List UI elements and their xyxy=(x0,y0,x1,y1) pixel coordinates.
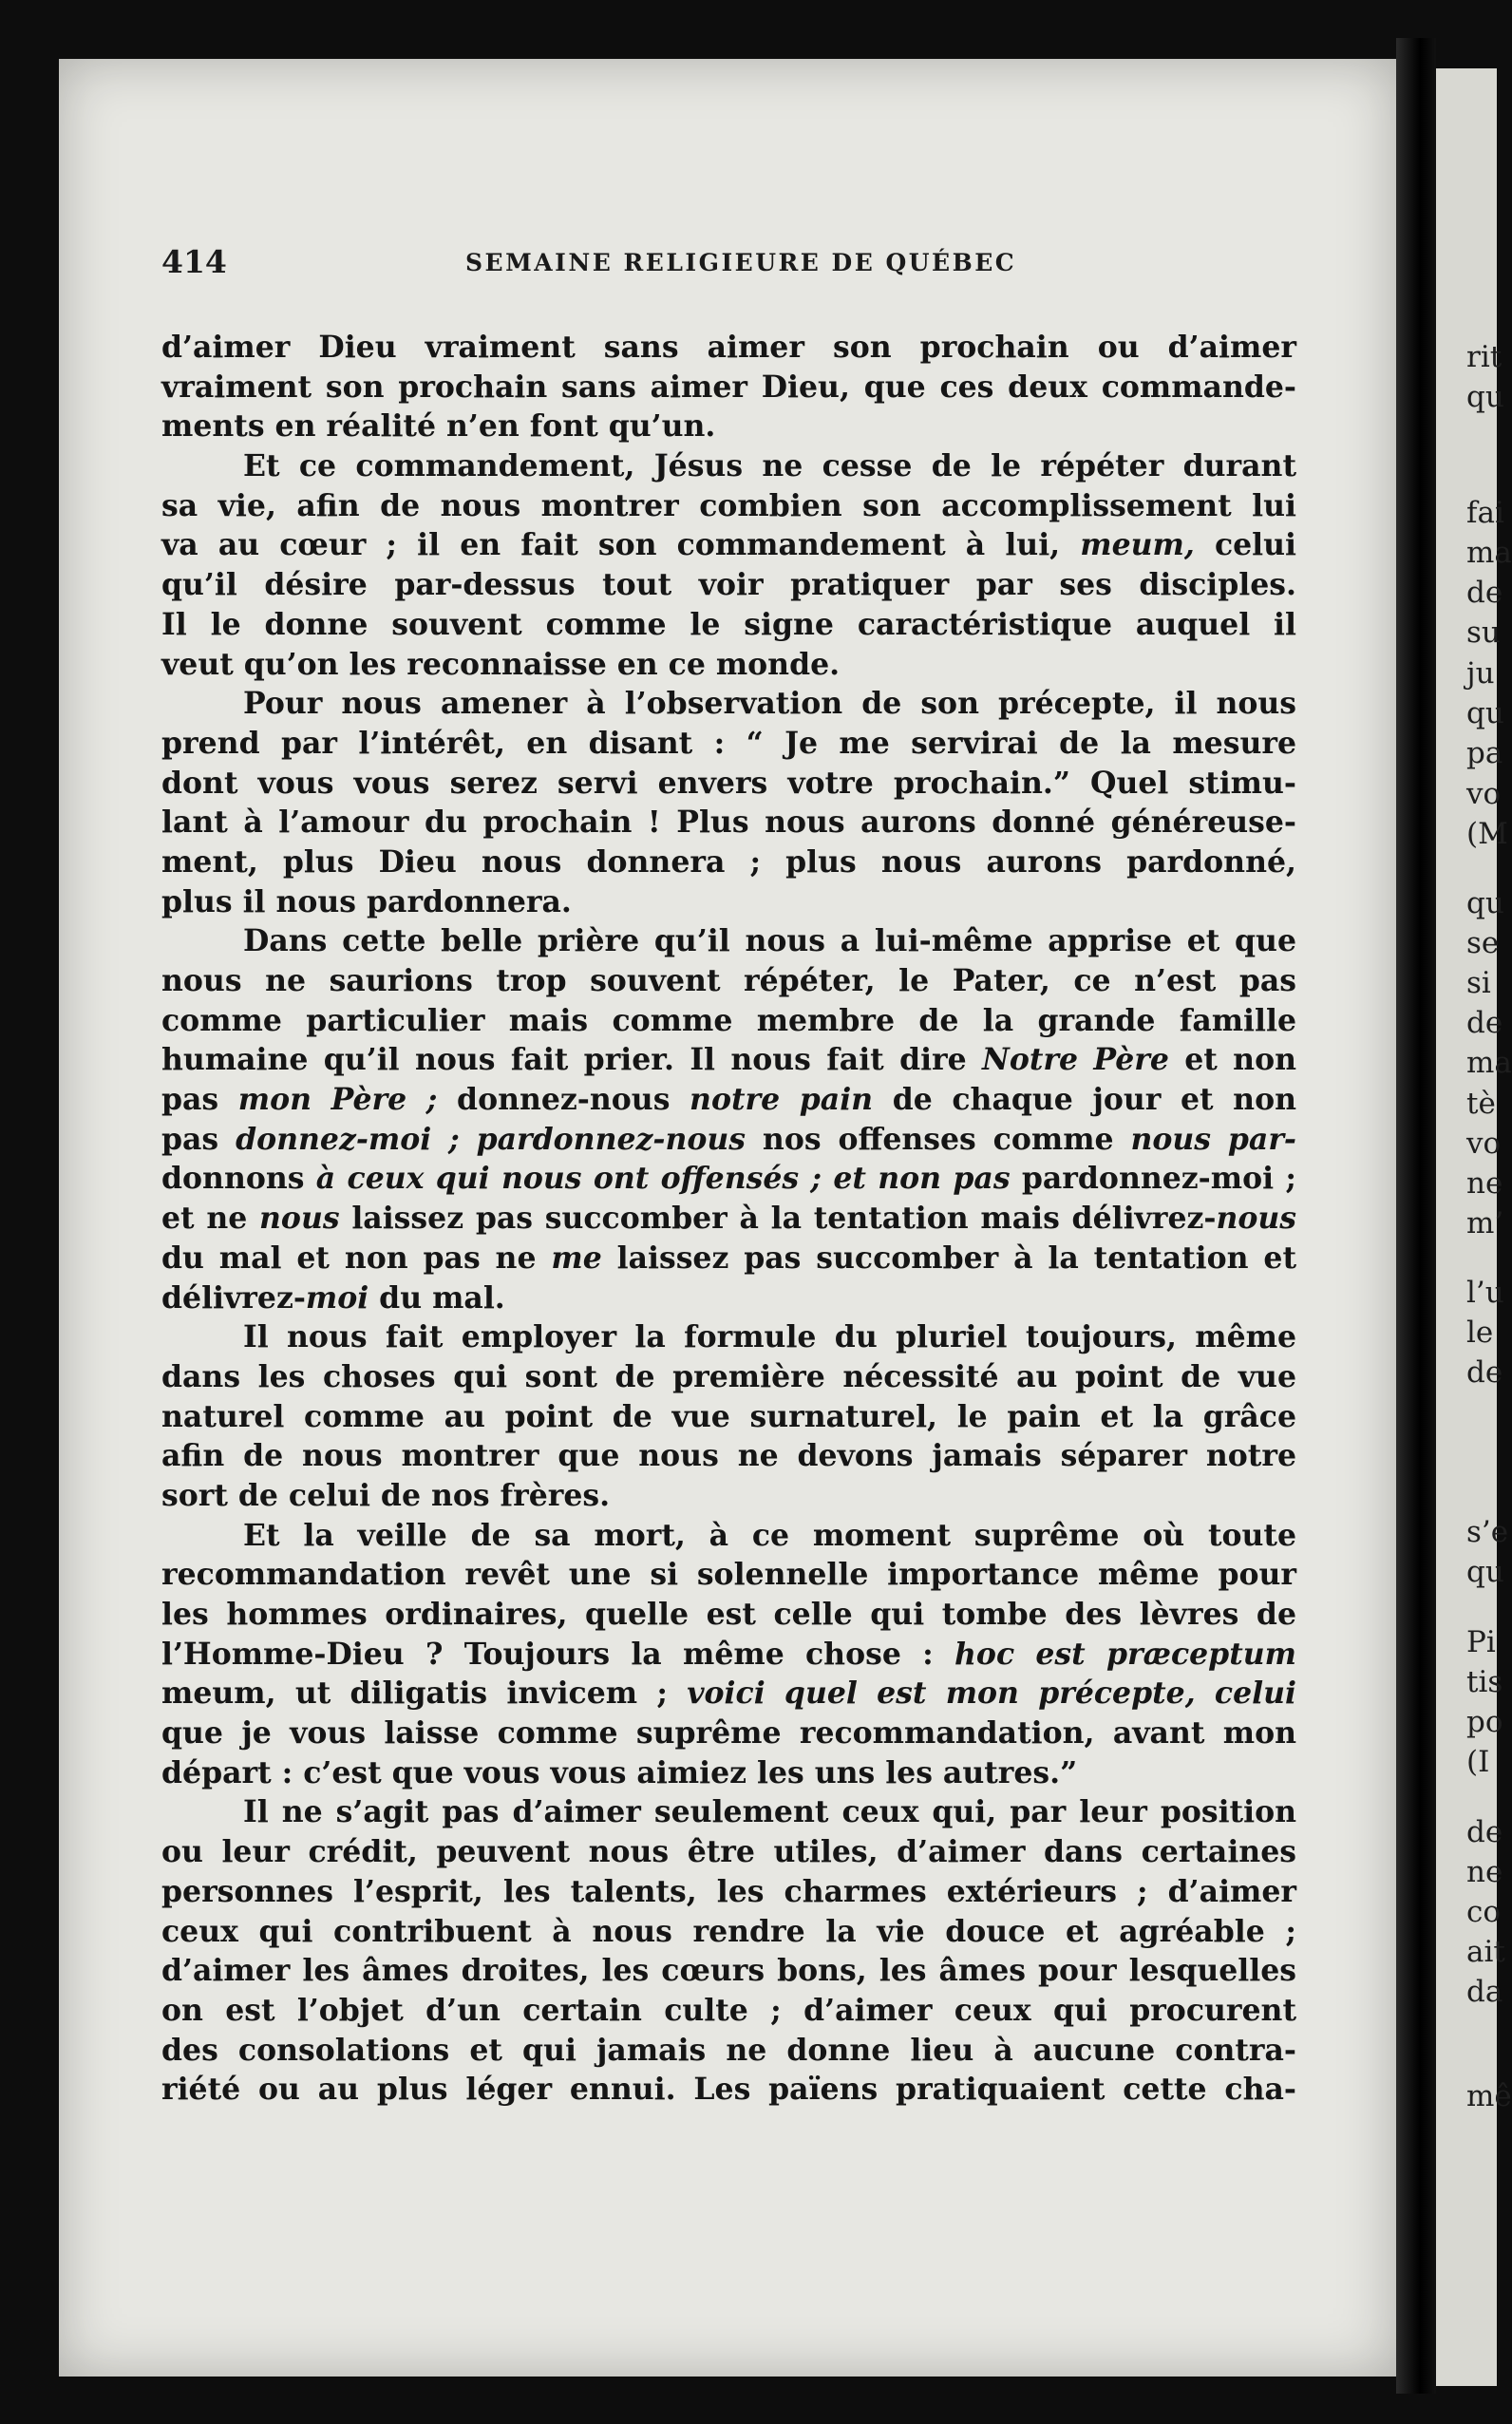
text-line xyxy=(161,1397,1296,1437)
article-body xyxy=(161,328,1296,2110)
text-segment: lant à l’amour du prochain ! Plus nous aurons donné généreuse- xyxy=(161,805,1296,841)
text-segment: nos offenses comme xyxy=(746,1121,1131,1157)
text-line xyxy=(161,1951,1296,1991)
facing-page-fragment: de xyxy=(1466,1815,1503,1849)
text-segment: laissez pas succomber à la tentation et xyxy=(601,1240,1297,1276)
book-gutter xyxy=(1396,38,1436,2394)
text-line xyxy=(161,1199,1296,1239)
text-segment: d’aimer les âmes droites, les cœurs bons, les âmes pour lesquelles xyxy=(161,1953,1296,1989)
facing-page-fragment: vo xyxy=(1466,1127,1502,1161)
text-segment: départ : c’est que vous vous aimiez les uns les autres.” xyxy=(161,1754,1078,1790)
text-line xyxy=(161,1476,1296,1516)
facing-page-fragment: (I xyxy=(1466,1745,1490,1779)
text-segment: naturel comme au point de vue surnaturel, le pain et la grâce xyxy=(161,1398,1296,1434)
text-line xyxy=(161,1714,1296,1753)
italic-segment: hoc est præceptum xyxy=(954,1636,1296,1672)
text-segment: prend par l’intérêt, en disant : “ Je me servirai de la mesure xyxy=(161,725,1296,761)
facing-page-fragment: ma xyxy=(1466,536,1512,570)
text-segment: comme particulier mais comme membre de la grande famille xyxy=(161,1002,1296,1038)
text-line xyxy=(161,2031,1296,2071)
facing-page-fragment: co xyxy=(1466,1895,1502,1929)
text-segment: plus il nous pardonnera. xyxy=(161,883,572,919)
text-segment: on est l’objet d’un certain culte ; d’aimer ceux qui procurent xyxy=(161,1992,1296,2028)
page-number: 414 xyxy=(161,243,227,280)
text-line xyxy=(161,764,1296,804)
page-header xyxy=(161,243,1296,285)
text-line xyxy=(161,368,1296,407)
text-segment: laissez pas succomber à la tentation mais délivrez- xyxy=(339,1201,1217,1237)
text-segment: Dans cette belle prière qu’il nous a lui-même apprise et que xyxy=(243,923,1296,959)
facing-page-fragment: qu xyxy=(1466,1555,1504,1589)
text-segment: délivrez- xyxy=(161,1279,306,1316)
text-segment: riété ou au plus léger ennui. Les païens pratiquaient cette cha- xyxy=(161,2072,1296,2108)
text-segment: donnez-nous xyxy=(437,1082,690,1118)
facing-page-fragment: su xyxy=(1466,615,1501,650)
facing-page-fragment: de xyxy=(1466,1006,1503,1040)
text-line xyxy=(161,407,1296,446)
text-segment: pas xyxy=(161,1082,238,1118)
italic-segment: à ceux qui nous ont offensés ; et non pas xyxy=(304,1161,1022,1197)
facing-page-fragment: de xyxy=(1466,576,1503,610)
text-segment: celui xyxy=(1194,527,1296,563)
text-segment: du mal et non pas ne xyxy=(161,1240,552,1276)
facing-page-fragment: qu xyxy=(1466,886,1504,920)
text-line xyxy=(161,328,1296,368)
text-line xyxy=(161,1595,1296,1635)
text-line xyxy=(161,1792,1296,1832)
text-line xyxy=(161,1516,1296,1556)
text-segment: sort de celui de nos frères. xyxy=(161,1477,611,1513)
text-line xyxy=(161,1120,1296,1160)
text-segment: va au cœur ; il en fait son commandement à lui, xyxy=(161,527,1081,563)
text-line xyxy=(161,605,1296,645)
text-line xyxy=(161,684,1296,724)
facing-page-fragment: qu xyxy=(1466,696,1504,730)
facing-page-fragment: l’u xyxy=(1466,1276,1504,1310)
text-line xyxy=(161,1239,1296,1278)
italic-segment: donnez-moi ; pardonnez-nous xyxy=(236,1121,747,1157)
facing-page-fragment: s’e xyxy=(1466,1515,1509,1549)
text-segment: de chaque jour et non xyxy=(873,1082,1296,1118)
facing-page-fragment: de xyxy=(1466,1355,1503,1390)
facing-page-fragment: rit xyxy=(1466,340,1503,374)
facing-page-fragment: ju xyxy=(1466,656,1495,691)
italic-segment: nous xyxy=(259,1201,340,1237)
text-segment: dont vous vous serez servi envers votre prochain.” Quel stimu- xyxy=(161,765,1296,801)
text-line xyxy=(161,1278,1296,1318)
italic-segment: voici quel est mon précepte, celui xyxy=(667,1676,1296,1712)
text-line xyxy=(161,1753,1296,1793)
text-segment: veut qu’on les reconnaisse en ce monde. xyxy=(161,646,841,682)
text-segment: Il nous fait employer la formule du pluriel toujours, même xyxy=(243,1319,1296,1355)
italic-segment: nous xyxy=(1216,1201,1297,1237)
text-segment: pardonnez-moi ; xyxy=(1021,1161,1296,1197)
facing-page-fragment: ma xyxy=(1466,1046,1512,1080)
text-segment: les hommes ordinaires, quelle est celle qui tombe des lèvres de xyxy=(161,1597,1296,1632)
text-line xyxy=(161,1357,1296,1397)
text-line xyxy=(161,1040,1296,1080)
text-segment: nous ne saurions trop souvent répéter, le Pater, ce n’est pas xyxy=(161,963,1296,998)
text-line xyxy=(161,1001,1296,1041)
facing-page-fragment: m’ xyxy=(1466,1206,1504,1240)
text-line xyxy=(161,1555,1296,1595)
facing-page-fragment: ne xyxy=(1466,1855,1503,1889)
text-segment: ceux qui contribuent à nous rendre la vie douce et agréable ; xyxy=(161,1913,1296,1949)
text-segment: Il le donne souvent comme le signe caractéristique auquel il xyxy=(161,606,1296,642)
text-segment: d’aimer Dieu vraiment sans aimer son prochain ou d’aimer xyxy=(161,330,1296,365)
text-line xyxy=(161,1436,1296,1476)
italic-segment: Notre Père xyxy=(982,1042,1169,1078)
italic-segment: me xyxy=(551,1240,602,1276)
text-segment: Il ne s’agit pas d’aimer seulement ceux qui, par leur position xyxy=(243,1794,1296,1830)
text-segment: ments en réalité n’en font qu’un. xyxy=(161,408,716,445)
text-segment: vraiment son prochain sans aimer Dieu, que ces deux commande- xyxy=(161,369,1296,405)
text-line xyxy=(161,486,1296,526)
text-line xyxy=(161,1635,1296,1675)
text-line xyxy=(161,1159,1296,1199)
facing-page-fragment: pa xyxy=(1466,736,1503,770)
facing-page-fragment: po xyxy=(1466,1705,1503,1739)
text-line xyxy=(161,1991,1296,2031)
text-segment: ment, plus Dieu nous donnera ; plus nous aurons pardonné, xyxy=(161,843,1296,880)
text-line xyxy=(161,525,1296,565)
text-segment: dans les choses qui sont de première nécessité au point de vue xyxy=(161,1358,1296,1394)
text-segment: Et ce commandement, Jésus ne cesse de le répéter durant xyxy=(243,448,1296,484)
italic-segment: meum, xyxy=(1080,527,1195,563)
text-segment: ou leur crédit, peuvent nous être utiles, d’aimer dans certaines xyxy=(161,1834,1296,1870)
facing-page-fragment: ne xyxy=(1466,1166,1503,1201)
text-line xyxy=(161,843,1296,882)
text-line xyxy=(161,1080,1296,1120)
facing-page-fragment: le xyxy=(1466,1316,1494,1350)
facing-page-fragment: si xyxy=(1466,966,1491,1000)
text-segment: du mal. xyxy=(369,1279,505,1316)
text-line xyxy=(161,2070,1296,2110)
text-segment: des consolations et qui jamais ne donne lieu à aucune contra- xyxy=(161,2032,1296,2068)
facing-page-fragment: da xyxy=(1466,1975,1503,2009)
facing-page-fragment: ait xyxy=(1466,1935,1505,1969)
text-segment: Pour nous amener à l’observation de son précepte, il nous xyxy=(243,686,1296,722)
text-segment: recommandation revêt une si solennelle importance même pour xyxy=(161,1557,1296,1593)
facing-page-edge xyxy=(1436,68,1512,2386)
text-line xyxy=(161,921,1296,961)
facing-page-fragment: qu xyxy=(1466,380,1504,414)
facing-page-fragment: fai xyxy=(1466,496,1504,530)
running-title: SEMAINE RELIGIEURE DE QUÉBEC xyxy=(465,249,1017,276)
text-line xyxy=(161,882,1296,922)
facing-page-fragment: (M xyxy=(1466,817,1508,851)
text-segment: afin de nous montrer que nous ne devons jamais séparer notre xyxy=(161,1438,1296,1474)
facing-page-fragment: vo xyxy=(1466,777,1502,811)
text-line xyxy=(161,1872,1296,1912)
text-line xyxy=(161,724,1296,764)
facing-page-fragment: tè xyxy=(1466,1087,1496,1121)
text-segment: et non xyxy=(1168,1042,1296,1078)
italic-segment: moi xyxy=(305,1279,369,1316)
italic-segment: nous par- xyxy=(1130,1121,1296,1157)
italic-segment: notre pain xyxy=(690,1082,874,1118)
text-segment: et ne xyxy=(161,1201,260,1237)
text-line xyxy=(161,565,1296,605)
text-line xyxy=(161,446,1296,486)
text-segment: humaine qu’il nous fait prier. Il nous fait dire xyxy=(161,1042,983,1078)
text-line xyxy=(161,1674,1296,1714)
text-segment: Et la veille de sa mort, à ce moment suprême où toute xyxy=(243,1517,1296,1553)
text-segment: que je vous laisse comme suprême recommandation, avant mon xyxy=(161,1715,1296,1752)
text-segment: l’Homme-Dieu ? Toujours la même chose : xyxy=(161,1636,955,1672)
text-segment: sa vie, afin de nous montrer combien son accomplissement lui xyxy=(161,487,1296,523)
text-line xyxy=(161,1832,1296,1872)
text-segment: meum, ut diligatis invicem ; xyxy=(161,1676,668,1712)
facing-page-fragment: Pi xyxy=(1466,1625,1496,1659)
text-segment: personnes l’esprit, les talents, les charmes extérieurs ; d’aimer xyxy=(161,1873,1296,1909)
text-segment: qu’il désire par-dessus tout voir pratiquer par ses disciples. xyxy=(161,567,1296,603)
text-segment: donnons xyxy=(161,1161,305,1197)
facing-page-fragment: se xyxy=(1466,926,1500,960)
text-line xyxy=(161,961,1296,1001)
facing-page-fragment: tis xyxy=(1466,1665,1503,1699)
text-line xyxy=(161,1912,1296,1952)
text-line xyxy=(161,645,1296,685)
text-line xyxy=(161,803,1296,843)
text-segment: pas xyxy=(161,1121,236,1157)
italic-segment: mon Père ; xyxy=(237,1082,438,1118)
facing-page-fragment: mê xyxy=(1466,2079,1512,2113)
text-line xyxy=(161,1317,1296,1357)
